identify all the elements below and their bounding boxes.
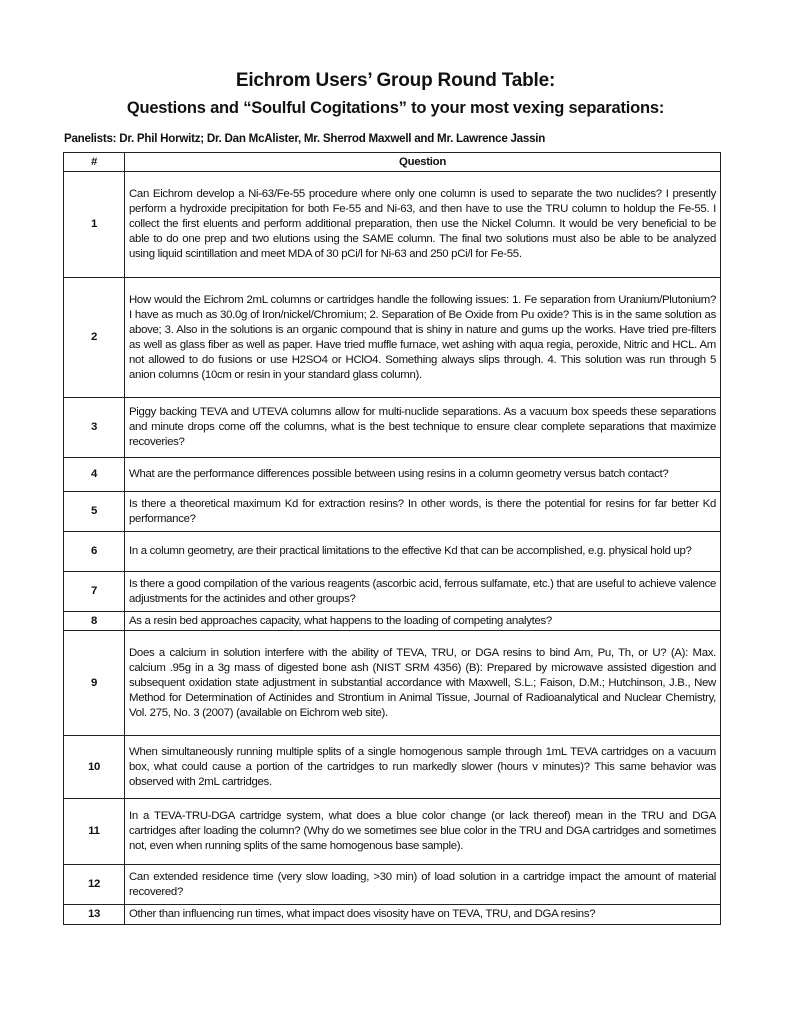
row-number: 4 xyxy=(64,458,125,492)
table-row xyxy=(64,398,721,458)
row-question: As a resin bed approaches capacity, what happens to the loading of competing analytes? xyxy=(125,612,721,631)
row-number: 5 xyxy=(64,492,125,532)
row-question: Does a calcium in solution interfere with the ability of TEVA, TRU, or DGA resins to bind Am, Pu, Th, or U? (A): Max. calcium .95g in a 3g mass of digested bone ash (NIST SRM 4356) (B): Prepared by microwave assisted digestion and subsequent oxidation state adjustment in substantial accordance with Maxwell, S.L.; Faison, D.M.; Hutchinson, J.B., New Method for Determination of Actinides and Strontium in Animal Tissue, Journal of Radioanalytical and Nuclear Chemistry, Vol. 275, No. 3 (2007) (available on Eichrom web site). xyxy=(125,631,721,736)
table-row xyxy=(64,612,721,631)
row-question: In a column geometry, are their practical limitations to the effective Kd that can be accomplished, e.g. physical hold up? xyxy=(125,532,721,572)
row-number: 6 xyxy=(64,532,125,572)
row-question: Is there a good compilation of the various reagents (ascorbic acid, ferrous sulfamate, etc.) that are useful to achieve valence adjustments for the actinides and other groups? xyxy=(125,572,721,612)
table-row xyxy=(64,492,721,532)
table-row xyxy=(64,799,721,865)
row-number: 11 xyxy=(64,799,125,865)
row-question: Piggy backing TEVA and UTEVA columns allow for multi-nuclide separations. As a vacuum box speeds these separations and minute drops come off the columns, what is the best technique to ensure clear complete separations that maximize recoveries? xyxy=(125,398,721,458)
table-row xyxy=(64,905,721,925)
row-number: 12 xyxy=(64,865,125,905)
row-number: 10 xyxy=(64,736,125,799)
row-number: 7 xyxy=(64,572,125,612)
table-header-row xyxy=(64,153,721,172)
row-number: 3 xyxy=(64,398,125,458)
document-title: Eichrom Users’ Group Round Table: xyxy=(235,70,556,91)
row-number: 2 xyxy=(64,278,125,398)
questions-table xyxy=(63,152,721,925)
row-question: Is there a theoretical maximum Kd for extraction resins? In other words, is there the potential for resins for far better Kd performance? xyxy=(125,492,721,532)
row-question: Can Eichrom develop a Ni-63/Fe-55 procedure where only one column is used to separate the two nuclides? I presently perform a hydroxide precipitation for both Fe-55 and Ni-63, and then have to use the TRU column to holdup the Fe-55. I collect the first eluents and perform additional preparation, then use the Nickel Column. It would be very beneficial to be able to do one prep and two elutions using the SAME column. The final two solutions must also be able to be analyzed using liquid scintillation and meet MDA of 30 pCi/l for Ni-63 and 250 pCi/l for Fe-55. xyxy=(125,172,721,278)
table-row xyxy=(64,572,721,612)
row-number: 8 xyxy=(64,612,125,631)
table-row xyxy=(64,736,721,799)
row-question: Other than influencing run times, what impact does visosity have on TEVA, TRU, and DGA resins? xyxy=(125,905,721,925)
row-question: In a TEVA-TRU-DGA cartridge system, what does a blue color change (or lack thereof) mean in the TRU and DGA cartridges after loading the column? (Why do we sometimes see blue color in the TRU and DGA cartridges and sometimes not, even when running splits of the same homogenous base sample). xyxy=(125,799,721,865)
table-row xyxy=(64,172,721,278)
row-question: When simultaneously running multiple splits of a single homogenous sample through 1mL TEVA cartridges on a vacuum box, what could cause a portion of the cartridges to run markedly slower (hours v minutes)? This same behavior was observed with 2mL cartridges. xyxy=(125,736,721,799)
document-subtitle: Questions and “Soulful Cogitations” to your most vexing separations: xyxy=(126,99,665,117)
row-question: How would the Eichrom 2mL columns or cartridges handle the following issues: 1. Fe separation from Uranium/Plutonium? I have as much as 30.0g of Iron/nickel/Chromium; 2. Separation of Be Oxide from Pu oxide? This is in the same solution as above; 3. Also in the solutions is an organic compound that is shiny in nature and gums up the works. Have tried pre-filters as well as glass fiber as well as paper. Have tried muffle furnace, wet ashing with aqua regia, peroxide, Nitric and HCL. Am not allowed to do fusions or use H2SO4 or HClO4. Something always slips through. 4. This solution was run through 5 anion columns (10cm or resin in your standard glass column). xyxy=(125,278,721,398)
panelists-line: Panelists: Dr. Phil Horwitz; Dr. Dan McAlister, Mr. Sherrod Maxwell and Mr. Lawrence Jassin xyxy=(64,132,546,145)
row-number: 1 xyxy=(64,172,125,278)
row-question: Can extended residence time (very slow loading, >30 min) of load solution in a cartridge impact the amount of material recovered? xyxy=(125,865,721,905)
table-row xyxy=(64,865,721,905)
header-number: # xyxy=(64,153,125,172)
table-row xyxy=(64,278,721,398)
table-row xyxy=(64,532,721,572)
table-row xyxy=(64,631,721,736)
header-question: Question xyxy=(125,153,721,172)
row-number: 13 xyxy=(64,905,125,925)
table-row xyxy=(64,458,721,492)
row-question: What are the performance differences possible between using resins in a column geometry versus batch contact? xyxy=(125,458,721,492)
row-number: 9 xyxy=(64,631,125,736)
